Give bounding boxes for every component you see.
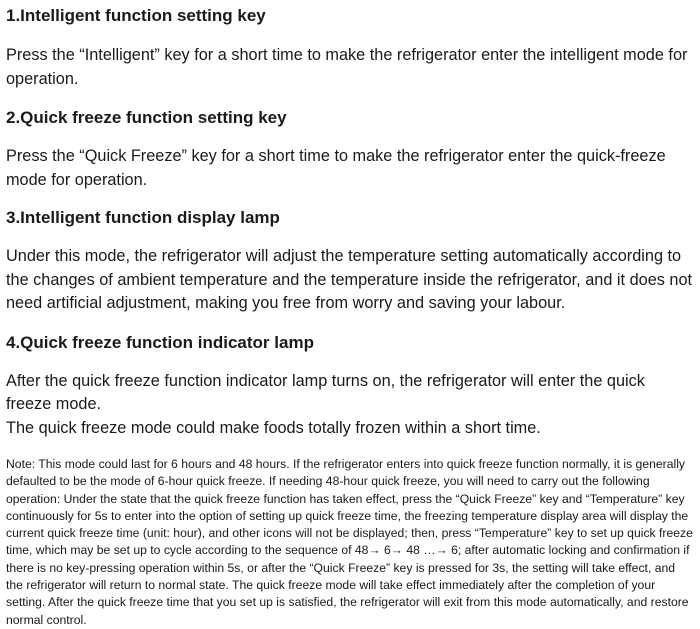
section-heading-intelligent-key: 1.Intelligent function setting key [6,6,266,25]
section-body-line: After the quick freeze function indicator lamp turns on, the refrigerator will enter the quick freeze mode. [6,371,645,413]
section-body-intelligent-key: Press the “Intelligent” key for a short time to make the refrigerator enter the intelligent mode for operation. [6,46,688,88]
section-heading-quick-freeze-key: 2.Quick freeze function setting key [6,108,287,127]
section-body-quick-freeze-lamp [6,370,694,441]
section-body-line: The quick freeze mode could make foods totally frozen within a short time. [6,418,541,437]
section-body-intelligent-lamp: Under this mode, the refrigerator will adjust the temperature setting automatically according to the changes of ambient temperature and the temperature inside the refrigerator, and it does not need artificial adjustment, making you free from worry and saving your labour. [6,247,693,312]
section-body-quick-freeze-key: Press the “Quick Freeze” key for a short time to make the refrigerator enter the quick-freeze mode for operation. [6,147,666,189]
section-heading-quick-freeze-lamp: 4.Quick freeze function indicator lamp [6,332,314,352]
note-paragraph: Note: This mode could last for 6 hours and 48 hours. If the refrigerator enters into quick freeze function normally, it is generally defaulted to be the mode of 6-hour quick freeze. If needing 48-hour quick freeze, you will need to carry out the following operation: Under the state that the quick freeze function has taken effect, press the “Quick Freeze” key and “Temperature” key continuously for 5s to enter into the option of setting up quick freeze time, the freezing temperature display area will display the current quick freeze time (unit: hour), and other icons will not be displayed; then, press “Temperature” key to set up quick freeze time, which may be set up to cycle according to the sequence of 48→ 6→ 48 …→ 6; after automatic locking and confirmation if there is no key-pressing operation within 5s, or after the “Quick Freeze” key is pressed for 3s, the setting will take effect, and the refrigerator will return to normal state. The quick freeze mode will take effect immediately after the completion of your setting. After the quick freeze time that you set up is satisfied, the refrigerator will exit from this mode automatically, and restore normal control. [6,457,693,627]
section-heading-intelligent-lamp: 3.Intelligent function display lamp [6,208,280,227]
manual-page [6,0,694,629]
